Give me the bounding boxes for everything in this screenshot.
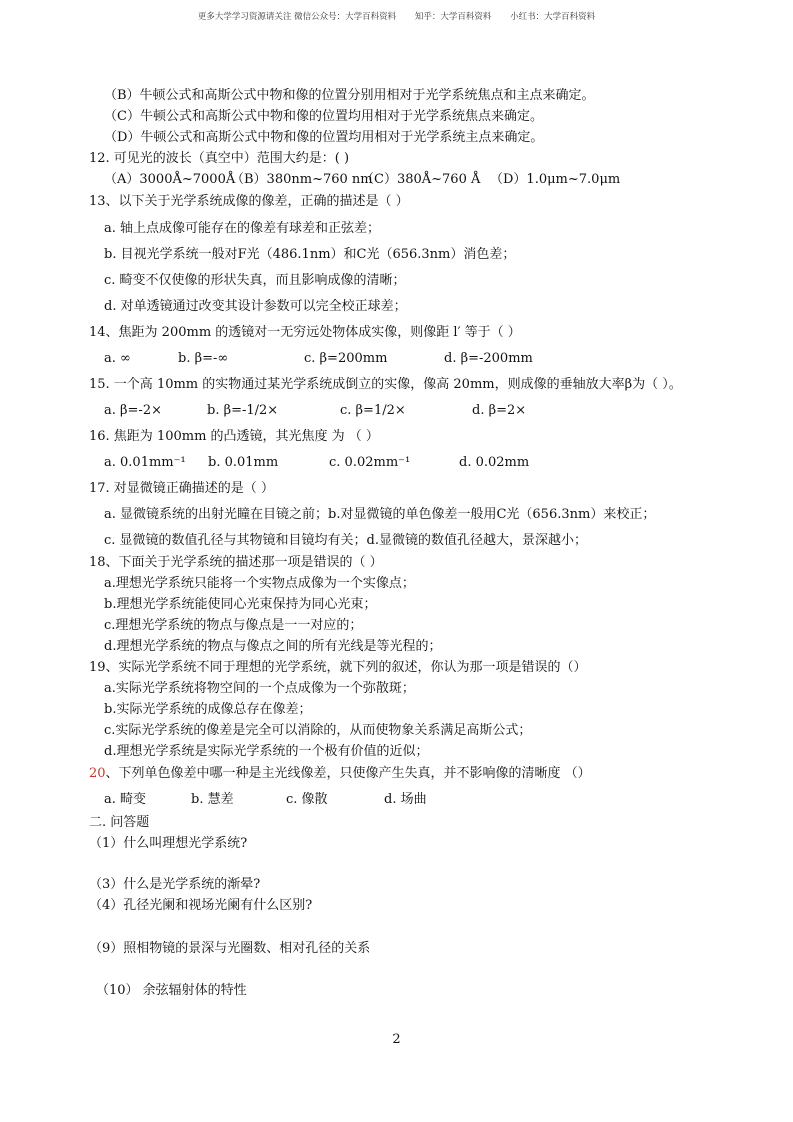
header-xiaohongshu: 小红书：大学百科资料 xyxy=(510,12,596,22)
q20-number: 20 xyxy=(89,766,106,781)
q14-option-a: a. ∞ xyxy=(104,351,131,366)
q12-option-a: （A）3000Å~7000Å xyxy=(104,172,236,187)
section2-q10: （10） 余弦辐射体的特性 xyxy=(96,983,247,998)
q11-option-c: （C）牛顿公式和高斯公式中物和像的位置均用相对于光学系统焦点来确定。 xyxy=(104,109,543,124)
q12-option-d: （D）1.0μm~7.0μm xyxy=(490,172,621,187)
q11-option-b: （B）牛顿公式和高斯公式中物和像的位置分别用相对于光学系统焦点和主点来确定。 xyxy=(104,88,595,103)
q14-option-d: d. β=-200mm xyxy=(444,351,533,366)
q16-option-b: b. 0.01mm xyxy=(208,455,279,470)
q16-option-a: a. 0.01mm⁻¹ xyxy=(104,455,186,470)
q14-stem: 14、焦距为 200mm 的透镜对一无穷远处物体成实像，则像距 l′ 等于（ ） xyxy=(89,325,521,340)
q12-option-c: （C）380Å~760 Å xyxy=(361,172,481,187)
q19-stem: 19、实际光学系统不同于理想的光学系统，就下列的叙述，你认为那一项是错误的（） xyxy=(89,660,587,675)
q12-stem: 12. 可见光的波长（真空中）范围大约是：( ) xyxy=(89,151,350,166)
q14-option-c: c. β=200mm xyxy=(304,351,388,366)
q14-option-b: b. β=-∞ xyxy=(178,351,229,366)
section2-q1: （1）什么叫理想光学系统? xyxy=(89,836,248,851)
q18-stem: 18、下面关于光学系统的描述那一项是错误的（ ） xyxy=(89,555,383,570)
q19-option-a: a.实际光学系统将物空间的一个点成像为一个弥散斑； xyxy=(104,681,415,696)
q13-option-c: c. 畸变不仅使像的形状失真，而且影响成像的清晰； xyxy=(104,273,406,288)
q17-stem: 17. 对显微镜正确描述的是（ ） xyxy=(89,481,274,496)
q18-option-a: a.理想光学系统只能将一个实物点成像为一个实像点； xyxy=(104,576,415,591)
q20-option-a: a. 畸变 xyxy=(104,792,147,807)
q15-option-d: d. β=2× xyxy=(472,403,527,418)
q19-option-d: d.理想光学系统是实际光学系统的一个极有价值的近似； xyxy=(104,744,429,759)
page-header xyxy=(0,10,793,22)
q15-option-c: c. β=1/2× xyxy=(340,403,406,418)
section2-title: 二. 问答题 xyxy=(89,815,150,830)
q16-option-d: d. 0.02mm xyxy=(459,455,530,470)
header-wechat: 更多大学学习资源请关注 微信公众号：大学百科资料 xyxy=(197,12,397,22)
q20-stem: 、下列单色像差中哪一种是主光线像差，只使像产生失真，并不影响像的清晰度 （） xyxy=(105,766,591,781)
q13-option-b: b. 目视光学系统一般对F光（486.1nm）和C光（656.3nm）消色差； xyxy=(104,247,516,262)
q15-option-a: a. β=-2× xyxy=(104,403,162,418)
q17-options-cd: c. 显微镜的数值孔径与其物镜和目镜均有关；d.显微镜的数值孔径越大，景深越小； xyxy=(104,533,588,548)
q15-stem: 15. 一个高 10mm 的实物通过某光学系统成倒立的实像，像高 20mm，则成像的垂轴放大率β为（ ）。 xyxy=(89,377,682,392)
q18-option-d: d.理想光学系统的物点与像点之间的所有光线是等光程的； xyxy=(104,639,442,654)
q13-stem: 13、以下关于光学系统成像的像差，正确的描述是（ ） xyxy=(89,194,409,209)
q13-option-a: a. 轴上点成像可能存在的像差有球差和正弦差； xyxy=(104,221,381,236)
q17-options-ab: a. 显微镜系统的出射光瞳在目镜之前；b.对显微镜的单色像差一般用C光（656.3nm）来校正； xyxy=(104,507,656,522)
q11-option-d: （D）牛顿公式和高斯公式中物和像的位置均用相对于光学系统主点来确定。 xyxy=(104,130,544,145)
q13-option-d: d. 对单透镜通过改变其设计参数可以完全校正球差； xyxy=(104,299,407,314)
q16-option-c: c. 0.02mm⁻¹ xyxy=(329,455,411,470)
section2-q3: （3）什么是光学系统的渐晕? xyxy=(89,877,261,892)
section2-q9: （9）照相物镜的景深与光圈数、相对孔径的关系 xyxy=(89,941,371,956)
q20-option-b: b. 慧差 xyxy=(191,792,234,807)
q20-option-c: c. 像散 xyxy=(286,792,328,807)
header-zhihu: 知乎：大学百科资料 xyxy=(414,12,492,22)
q18-option-c: c.理想光学系统的物点与像点是一一对应的； xyxy=(104,618,363,633)
page-number: 2 xyxy=(392,1032,401,1047)
q16-stem: 16. 焦距为 100mm 的凸透镜，其光焦度 为 （ ） xyxy=(89,429,379,444)
q20-stem-line xyxy=(89,766,591,782)
q19-option-b: b.实际光学系统的成像总存在像差； xyxy=(104,702,312,717)
section2-q4: （4）孔径光阑和视场光阑有什么区别? xyxy=(89,898,313,913)
q18-option-b: b.理想光学系统能使同心光束保持为同心光束； xyxy=(104,597,377,612)
q20-option-d: d. 场曲 xyxy=(384,792,427,807)
q15-option-b: b. β=-1/2× xyxy=(207,403,279,418)
q19-option-c: c.实际光学系统的像差是完全可以消除的，从而使物象关系满足高斯公式； xyxy=(104,723,532,738)
q12-option-b: （B）380nm~760 nm xyxy=(231,172,373,187)
